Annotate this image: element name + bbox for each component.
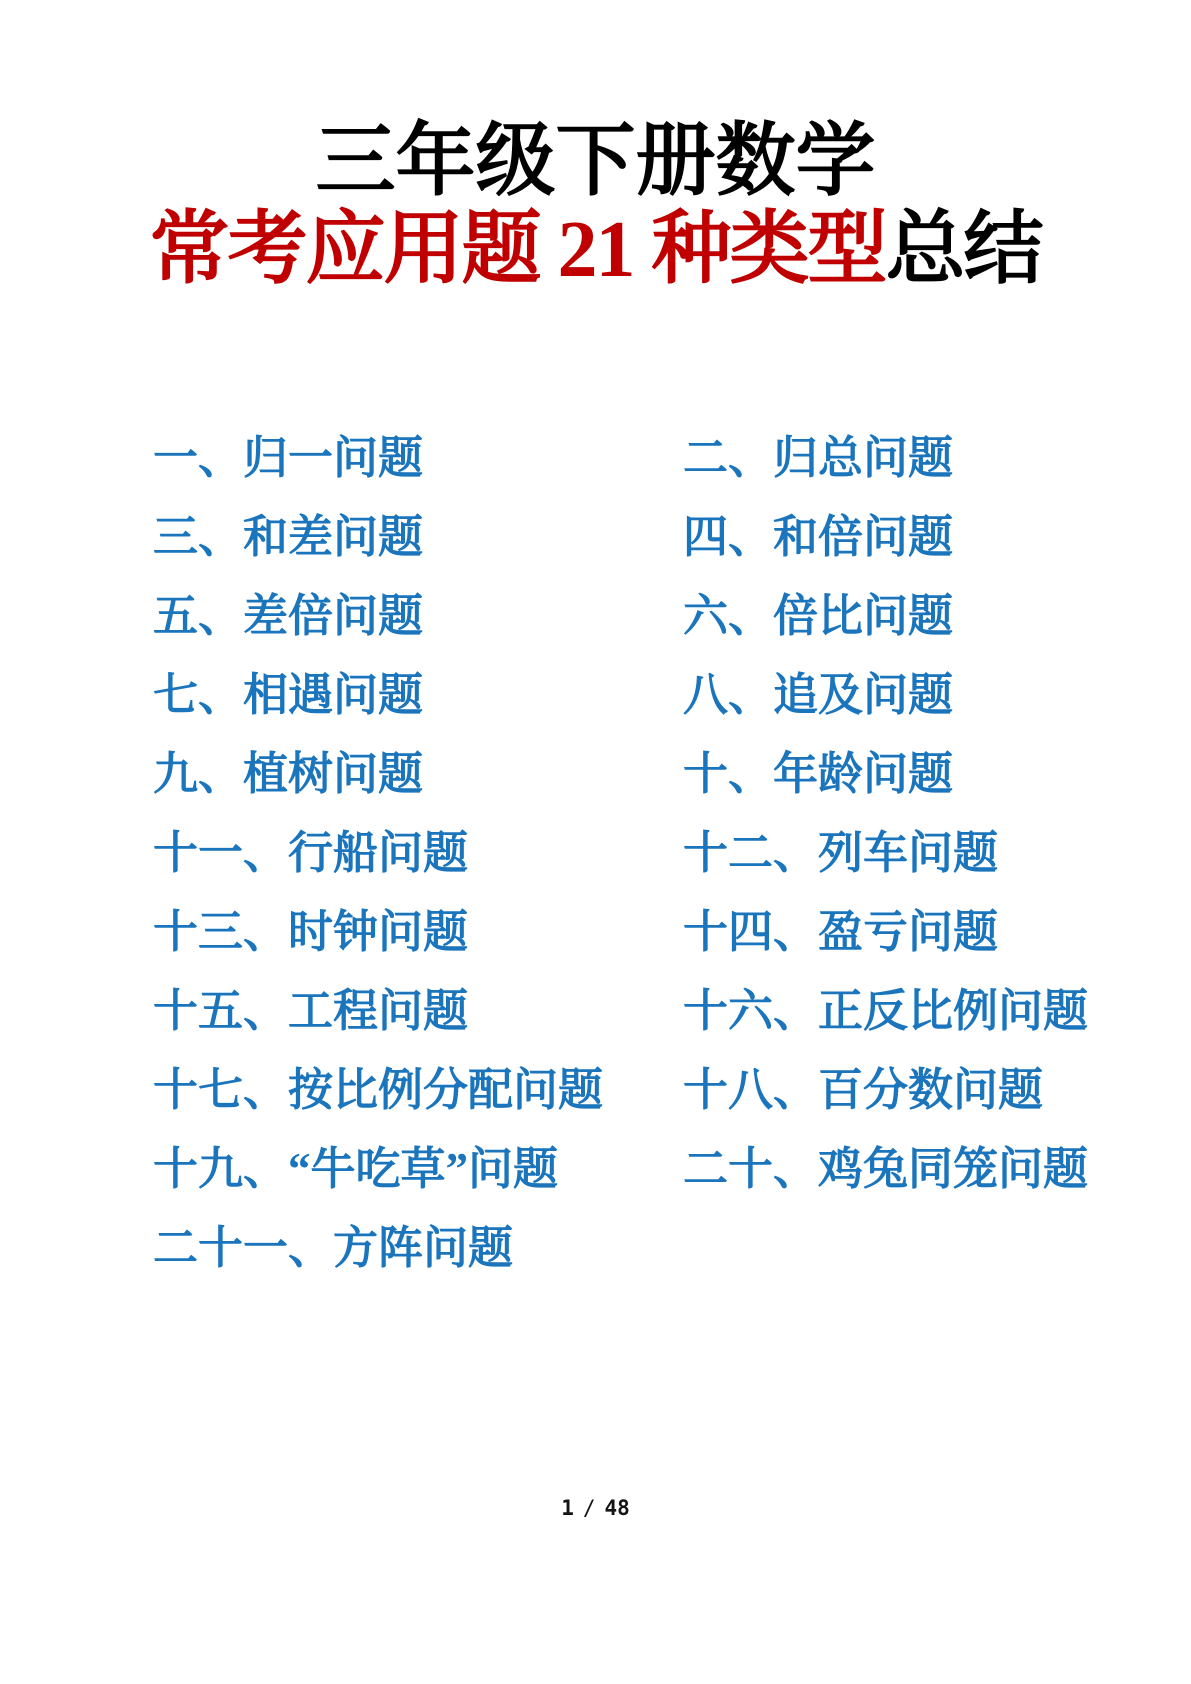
toc-item-20: 二十、鸡兔同笼问题 xyxy=(683,1144,1089,1194)
page-title xyxy=(0,118,1191,294)
toc-item-08: 八、追及问题 xyxy=(683,670,954,720)
toc-item-17: 十七、按比例分配问题 xyxy=(153,1065,604,1115)
toc-item-02: 二、归总问题 xyxy=(683,433,954,483)
footer-total-pages: 48 xyxy=(604,1496,630,1520)
toc-item-21: 二十一、方阵问题 xyxy=(153,1223,514,1273)
toc-item-06: 六、倍比问题 xyxy=(683,591,954,641)
toc-item-13: 十三、时钟问题 xyxy=(153,907,469,957)
toc-item-05: 五、差倍问题 xyxy=(153,591,424,641)
page-footer xyxy=(0,1496,1191,1520)
footer-separator: / xyxy=(582,1496,596,1520)
toc-item-11: 十一、行船问题 xyxy=(153,828,469,878)
title-line-2-black-segment: 总结 xyxy=(885,206,1042,294)
toc-item-03: 三、和差问题 xyxy=(153,512,424,562)
toc-item-07: 七、相遇问题 xyxy=(153,670,424,720)
footer-current-page: 1 xyxy=(561,1496,574,1520)
title-line-2 xyxy=(0,206,1191,294)
title-line-2-red-segment: 常考应用题 21 种类型 xyxy=(149,206,886,294)
toc-item-14: 十四、盈亏问题 xyxy=(683,907,999,957)
toc-item-10: 十、年龄问题 xyxy=(683,749,954,799)
toc-item-16: 十六、正反比例问题 xyxy=(683,986,1089,1036)
toc-item-09: 九、植树问题 xyxy=(153,749,424,799)
toc-item-12: 十二、列车问题 xyxy=(683,828,999,878)
toc-list xyxy=(153,414,1151,1283)
toc-item-18: 十八、百分数问题 xyxy=(683,1065,1044,1115)
toc-item-19: 十九、“牛吃草”问题 xyxy=(153,1144,559,1194)
toc-item-01: 一、归一问题 xyxy=(153,433,424,483)
toc-item-04: 四、和倍问题 xyxy=(683,512,954,562)
toc-item-15: 十五、工程问题 xyxy=(153,986,469,1036)
title-line-1: 三年级下册数学 xyxy=(315,118,876,206)
